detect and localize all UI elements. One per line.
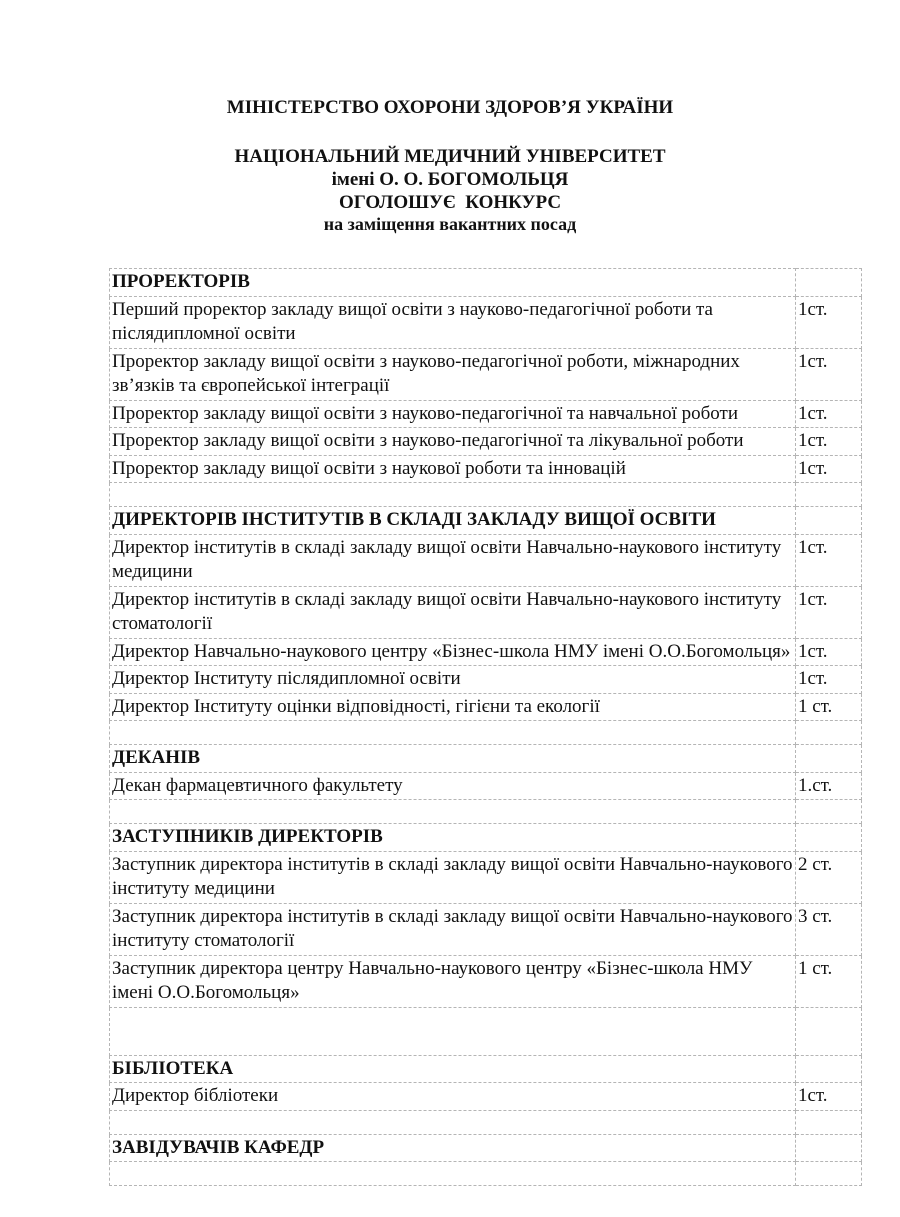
position-row: [110, 455, 862, 483]
position-count: 1ст.: [796, 638, 862, 666]
position-count: 1ст.: [796, 1083, 862, 1111]
position-count: 1 ст.: [796, 955, 862, 1007]
position-title: Декан фармацевтичного факультету: [110, 772, 796, 800]
position-count: 1ст.: [796, 586, 862, 638]
position-row: [110, 955, 862, 1007]
position-row: [110, 903, 862, 955]
position-title: Заступник директора інститутів в складі закладу вищої освіти Навчально-наукового інституту стоматології: [110, 903, 796, 955]
position-row: [110, 1083, 862, 1111]
spacer-row: [110, 800, 862, 824]
position-count: 1ст.: [796, 455, 862, 483]
position-count: 1ст.: [796, 534, 862, 586]
position-row: [110, 772, 862, 800]
section-header-row: [110, 507, 862, 535]
position-title: Директор Навчально-наукового центру «Бізнес-школа НМУ імені О.О.Богомольця»: [110, 638, 796, 666]
position-row: [110, 693, 862, 721]
position-row: [110, 428, 862, 456]
section-header-row: [110, 745, 862, 773]
position-row: [110, 348, 862, 400]
position-title: Директор Інституту післядипломної освіти: [110, 666, 796, 694]
university-named-after: імені О. О. БОГОМОЛЬЦЯ: [331, 169, 569, 190]
position-row: [110, 296, 862, 348]
spacer-row: [110, 1007, 862, 1055]
position-title: Директор інститутів в складі закладу вищої освіти Навчально-наукового інституту стоматології: [110, 586, 796, 638]
section-title: ЗАСТУПНИКІВ ДИРЕКТОРІВ: [110, 824, 796, 852]
vacancies-table: [109, 268, 862, 1186]
position-count: 1.ст.: [796, 772, 862, 800]
spacer-row: [110, 1162, 862, 1186]
position-title: Проректор закладу вищої освіти з науково-педагогічної та навчальної роботи: [110, 400, 796, 428]
section-header-row: [110, 1055, 862, 1083]
position-count: 1ст.: [796, 400, 862, 428]
document-header: [0, 96, 900, 235]
section-header-row: [110, 824, 862, 852]
ministry-name: МІНІСТЕРСТВО ОХОРОНИ ЗДОРОВ’Я УКРАЇНИ: [226, 97, 674, 118]
position-title: Проректор закладу вищої освіти з науково-педагогічної роботи, міжнародних зв’язків та європейської інтеграції: [110, 348, 796, 400]
position-count: 3 ст.: [796, 903, 862, 955]
position-count: 1 ст.: [796, 693, 862, 721]
section-header-row: [110, 1134, 862, 1162]
position-row: [110, 586, 862, 638]
position-title: Перший проректор закладу вищої освіти з науково-педагогічної роботи та післядипломної освіти: [110, 296, 796, 348]
position-title: Директор бібліотеки: [110, 1083, 796, 1111]
spacer-row: [110, 483, 862, 507]
position-row: [110, 638, 862, 666]
position-title: Директор інститутів в складі закладу вищої освіти Навчально-наукового інституту медицини: [110, 534, 796, 586]
announcement-purpose: на заміщення вакантних посад: [323, 214, 577, 234]
position-title: Директор Інституту оцінки відповідності, гігієни та екології: [110, 693, 796, 721]
position-title: Проректор закладу вищої освіти з науково-педагогічної та лікувальної роботи: [110, 428, 796, 456]
position-title: Проректор закладу вищої освіти з наукової роботи та інновацій: [110, 455, 796, 483]
spacer-row: [110, 721, 862, 745]
position-row: [110, 400, 862, 428]
university-name: НАЦІОНАЛЬНИЙ МЕДИЧНИЙ УНІВЕРСИТЕТ: [234, 146, 666, 167]
position-row: [110, 851, 862, 903]
position-count: 1ст.: [796, 666, 862, 694]
section-title: ЗАВІДУВАЧІВ КАФЕДР: [110, 1134, 796, 1162]
position-count: 1ст.: [796, 348, 862, 400]
position-count: 1ст.: [796, 296, 862, 348]
position-count: 2 ст.: [796, 851, 862, 903]
section-title: ДЕКАНІВ: [110, 745, 796, 773]
position-title: Заступник директора інститутів в складі закладу вищої освіти Навчально-наукового інституту медицини: [110, 851, 796, 903]
position-row: [110, 534, 862, 586]
section-title: ПРОРЕКТОРІВ: [110, 269, 796, 297]
position-title: Заступник директора центру Навчально-наукового центру «Бізнес-школа НМУ імені О.О.Богомольця»: [110, 955, 796, 1007]
section-title: ДИРЕКТОРІВ ІНСТИТУТІВ В СКЛАДІ ЗАКЛАДУ ВИЩОЇ ОСВІТИ: [110, 507, 796, 535]
position-count: 1ст.: [796, 428, 862, 456]
announcement-heading: ОГОЛОШУЄ КОНКУРС: [338, 192, 562, 213]
section-header-row: [110, 269, 862, 297]
position-row: [110, 666, 862, 694]
spacer-row: [110, 1110, 862, 1134]
section-title: БІБЛІОТЕКА: [110, 1055, 796, 1083]
